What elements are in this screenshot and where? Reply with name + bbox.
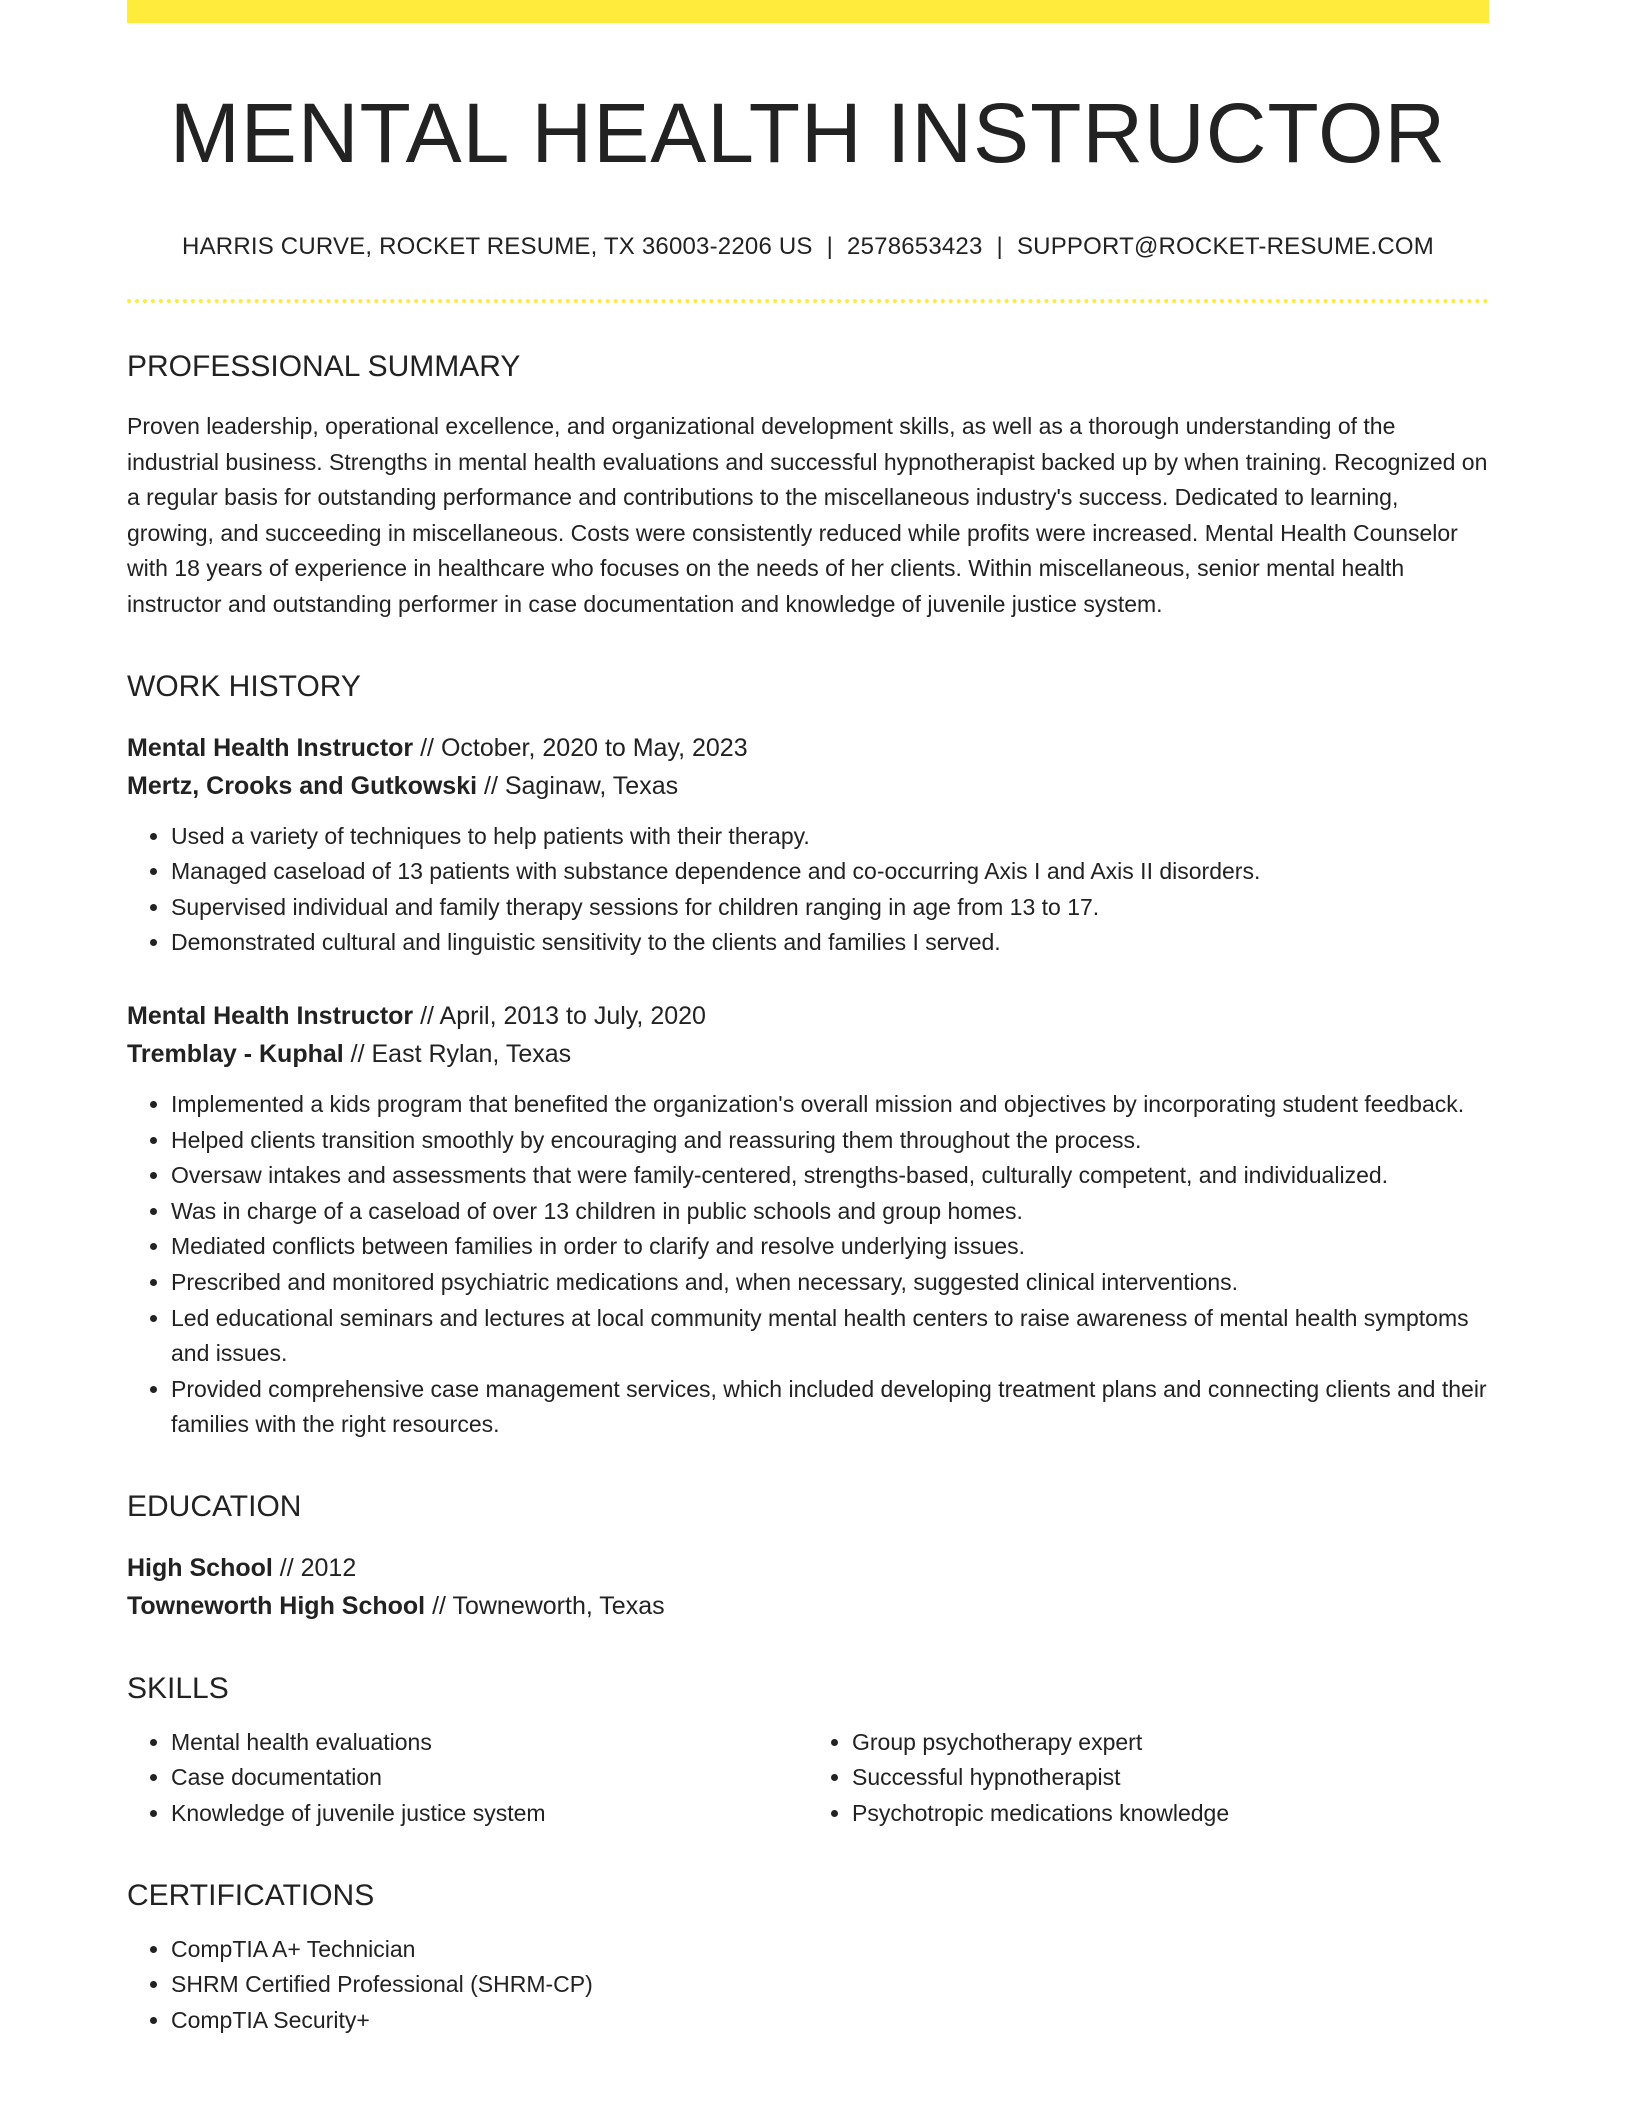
education-school: Towneworth High School — [127, 1591, 426, 1620]
list-item: • Helped clients transition smoothly by encouraging and reassuring them throughout the process. — [171, 1123, 1489, 1159]
list-item: • Supervised individual and family therapy sessions for children ranging in age from 13 to 17. — [171, 890, 1489, 926]
contact-line — [127, 231, 1489, 263]
list-item: • Demonstrated cultural and linguistic sensitivity to the clients and families I served. — [171, 925, 1489, 961]
job-company-line — [127, 767, 1489, 805]
list-item: • Managed caseload of 13 patients with substance dependence and co-occurring Axis I and Axis II disorders. — [171, 854, 1489, 890]
skills-list-left — [127, 1725, 808, 1832]
education-year: // 2012 — [272, 1553, 357, 1582]
phone: 2578653423 — [847, 233, 983, 260]
section-title-summary: PROFESSIONAL SUMMARY — [127, 350, 521, 383]
list-item: • Implemented a kids program that benefited the organization's overall mission and objectives by incorporating student feedback. — [171, 1087, 1489, 1123]
job-company-line — [127, 1035, 1489, 1073]
education-location: // Towneworth, Texas — [425, 1591, 665, 1620]
list-item: • Was in charge of a caseload of over 13 children in public schools and group homes. — [171, 1194, 1489, 1230]
resume-content — [127, 23, 1489, 2038]
job-position: Mental Health Instructor — [127, 1001, 414, 1030]
skill-item: • Mental health evaluations — [171, 1725, 808, 1761]
certification-item: • CompTIA A+ Technician — [171, 1932, 1489, 1968]
job-position: Mental Health Instructor — [127, 733, 414, 762]
job-company: Tremblay - Kuphal — [127, 1039, 344, 1068]
job-bullets — [127, 1087, 1489, 1443]
skill-item: • Knowledge of juvenile justice system — [171, 1796, 808, 1832]
certifications-block — [127, 1932, 1489, 2039]
section-title-certifications: CERTIFICATIONS — [127, 1878, 375, 1912]
certification-item: • SHRM Certified Professional (SHRM-CP) — [171, 1967, 1489, 2003]
job-company: Mertz, Crooks and Gutkowski — [127, 771, 478, 800]
section-title-work-history: WORK HISTORY — [127, 669, 361, 703]
job-dates: // October, 2020 to May, 2023 — [413, 733, 748, 762]
job-title-line — [127, 997, 1489, 1035]
accent-bar — [127, 0, 1489, 23]
section-title-skills: SKILLS — [127, 1671, 229, 1705]
dotted-divider — [127, 299, 1489, 303]
skills-list-right — [808, 1725, 1489, 1832]
job-entry — [127, 997, 1489, 1443]
section-title-education: EDUCATION — [127, 1489, 302, 1523]
list-item: • Prescribed and monitored psychiatric medications and, when necessary, suggested clinical interventions. — [171, 1265, 1489, 1301]
job-title-line — [127, 729, 1489, 767]
education-degree-line — [127, 1549, 1489, 1587]
email: SUPPORT@ROCKET-RESUME.COM — [1016, 233, 1434, 260]
job-entry — [127, 729, 1489, 961]
education-degree: High School — [127, 1553, 273, 1582]
page-title: MENTAL HEALTH INSTRUCTOR — [169, 86, 1447, 180]
list-item: • Led educational seminars and lectures at local community mental health centers to raise awareness of mental health symptoms and issues. — [171, 1301, 1489, 1372]
skill-item: • Group psychotherapy expert — [852, 1725, 1489, 1761]
skill-item: • Successful hypnotherapist — [852, 1760, 1489, 1796]
certifications-list — [127, 1932, 1489, 2039]
job-bullets — [127, 819, 1489, 961]
list-item: • Oversaw intakes and assessments that were family-centered, strengths-based, culturally competent, and individualized. — [171, 1158, 1489, 1194]
job-location: // East Rylan, Texas — [343, 1039, 572, 1068]
list-item: • Provided comprehensive case management services, which included developing treatment plans and connecting clients and their families with the right resources. — [171, 1372, 1489, 1443]
job-location: // Saginaw, Texas — [477, 771, 679, 800]
certification-item: • CompTIA Security+ — [171, 2003, 1489, 2039]
list-item: • Mediated conflicts between families in order to clarify and resolve underlying issues. — [171, 1229, 1489, 1265]
list-item: • Used a variety of techniques to help patients with their therapy. — [171, 819, 1489, 855]
job-dates: // April, 2013 to July, 2020 — [413, 1001, 706, 1030]
skill-item: • Case documentation — [171, 1760, 808, 1796]
separator: | — [996, 233, 1003, 260]
address: HARRIS CURVE, ROCKET RESUME, TX 36003-2206 US — [182, 233, 813, 260]
skill-item: • Psychotropic medications knowledge — [852, 1796, 1489, 1832]
education-entry — [127, 1549, 1489, 1625]
education-school-line — [127, 1587, 1489, 1625]
separator: | — [826, 233, 834, 260]
skills-columns — [127, 1725, 1489, 1832]
summary-text: Proven leadership, operational excellence, and organizational development skills, as well as a thorough understanding of the industrial business. Strengths in mental health evaluations and successful hypnotherapist backed up by when training. Recognized on a regular basis for outstanding performance and contributions to the miscellaneous industry's success. Dedicated to learning, growing, and succeeding in miscellaneous. Costs were consistently reduced while profits were increased. Mental Health Counselor with 18 years of experience in healthcare who focuses on the needs of her clients. Within miscellaneous, senior mental health instructor and outstanding performer in case documentation and knowledge of juvenile justice system. — [127, 413, 1488, 617]
